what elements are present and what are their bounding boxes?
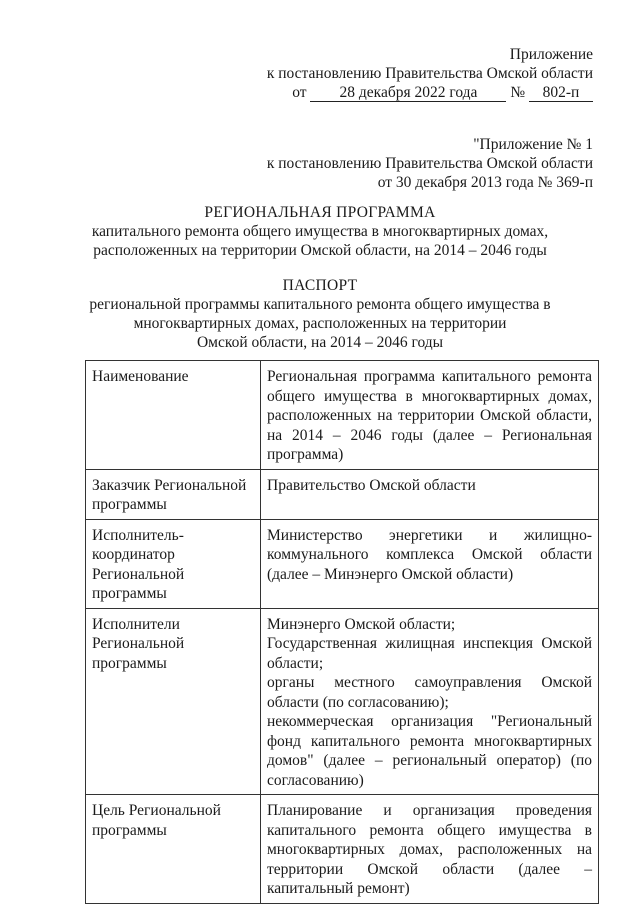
program-subtitle-1: капитального ремонта общего имущества в многоквартирных домах,: [91, 223, 549, 240]
row-value: [261, 469, 599, 519]
row-value: [261, 361, 599, 470]
row-paragraph: Правительство Омской области: [267, 476, 476, 494]
appendix-title: Приложение: [509, 46, 593, 63]
row-value: [261, 519, 599, 608]
program-title: РЕГИОНАЛЬНАЯ ПРОГРАММА: [204, 204, 436, 221]
passport-heading: [60, 276, 580, 352]
row-paragraph: Государственная жилищная инспекция Омской области;: [267, 635, 592, 672]
row-label: Исполнители Региональной программы: [86, 608, 261, 795]
prior-appendix-header: [267, 135, 593, 192]
prior-appendix-resolution: к постановлению Правительства Омской области: [266, 155, 593, 172]
row-label: Исполнитель-координатор Региональной программы: [86, 519, 261, 608]
table-row: [86, 795, 599, 904]
appendix-date-line: [267, 83, 593, 102]
prior-appendix-title: "Приложение № 1: [473, 136, 593, 153]
program-subtitle-2: расположенных на территории Омской области, на 2014 – 2046 годы: [93, 242, 547, 259]
row-label: Наименование: [86, 361, 261, 470]
table-row: [86, 469, 599, 519]
row-paragraph: Минэнерго Омской области;: [267, 615, 456, 633]
row-paragraph: Министерство энергетики и жилищно-коммунального комплекса Омской области (далее – Минэнерго Омской области): [267, 526, 592, 583]
passport-title: ПАСПОРТ: [282, 277, 358, 294]
row-value: [261, 608, 599, 795]
row-paragraph: органы местного самоуправления Омской области (по согласованию);: [267, 674, 592, 711]
program-heading: [60, 203, 580, 260]
row-label: Цель Региональной программы: [86, 795, 261, 904]
row-paragraph: Планирование и организация проведения капитального ремонта общего имущества в многоквартирных домах, расположенных на территории Омской области (далее – капитальный ремонт): [267, 802, 592, 897]
passport-subtitle-3: Омской области, на 2014 – 2046 годы: [196, 334, 444, 351]
resolution-number: 802-п: [529, 85, 593, 102]
prior-appendix-date: от 30 декабря 2013 года № 369-п: [377, 174, 593, 191]
table-row: [86, 361, 599, 470]
resolution-date: 28 декабря 2022 года: [310, 85, 506, 102]
passport-table: [85, 360, 599, 904]
passport-subtitle-1: региональной программы капитального ремонта общего имущества в: [89, 296, 551, 313]
row-value: [261, 795, 599, 904]
row-label: Заказчик Региональной программы: [86, 469, 261, 519]
appendix-resolution: к постановлению Правительства Омской области: [266, 65, 593, 82]
passport-subtitle-2: многоквартирных домах, расположенных на территории: [133, 315, 507, 332]
row-paragraph: некоммерческая организация "Региональный фонд капитального ремонта многоквартирных домов" (далее – региональный оператор) (по согласованию): [267, 713, 592, 789]
number-label: №: [510, 84, 526, 101]
appendix-header: [267, 45, 593, 102]
table-row: [86, 608, 599, 795]
row-paragraph: Региональная программа капитального ремонта общего имущества в многоквартирных домах, расположенных на территории Омской области, на 2014 – 2046 годы (далее – Региональная программа): [267, 368, 592, 463]
table-row: [86, 519, 599, 608]
from-label: от: [292, 84, 307, 101]
